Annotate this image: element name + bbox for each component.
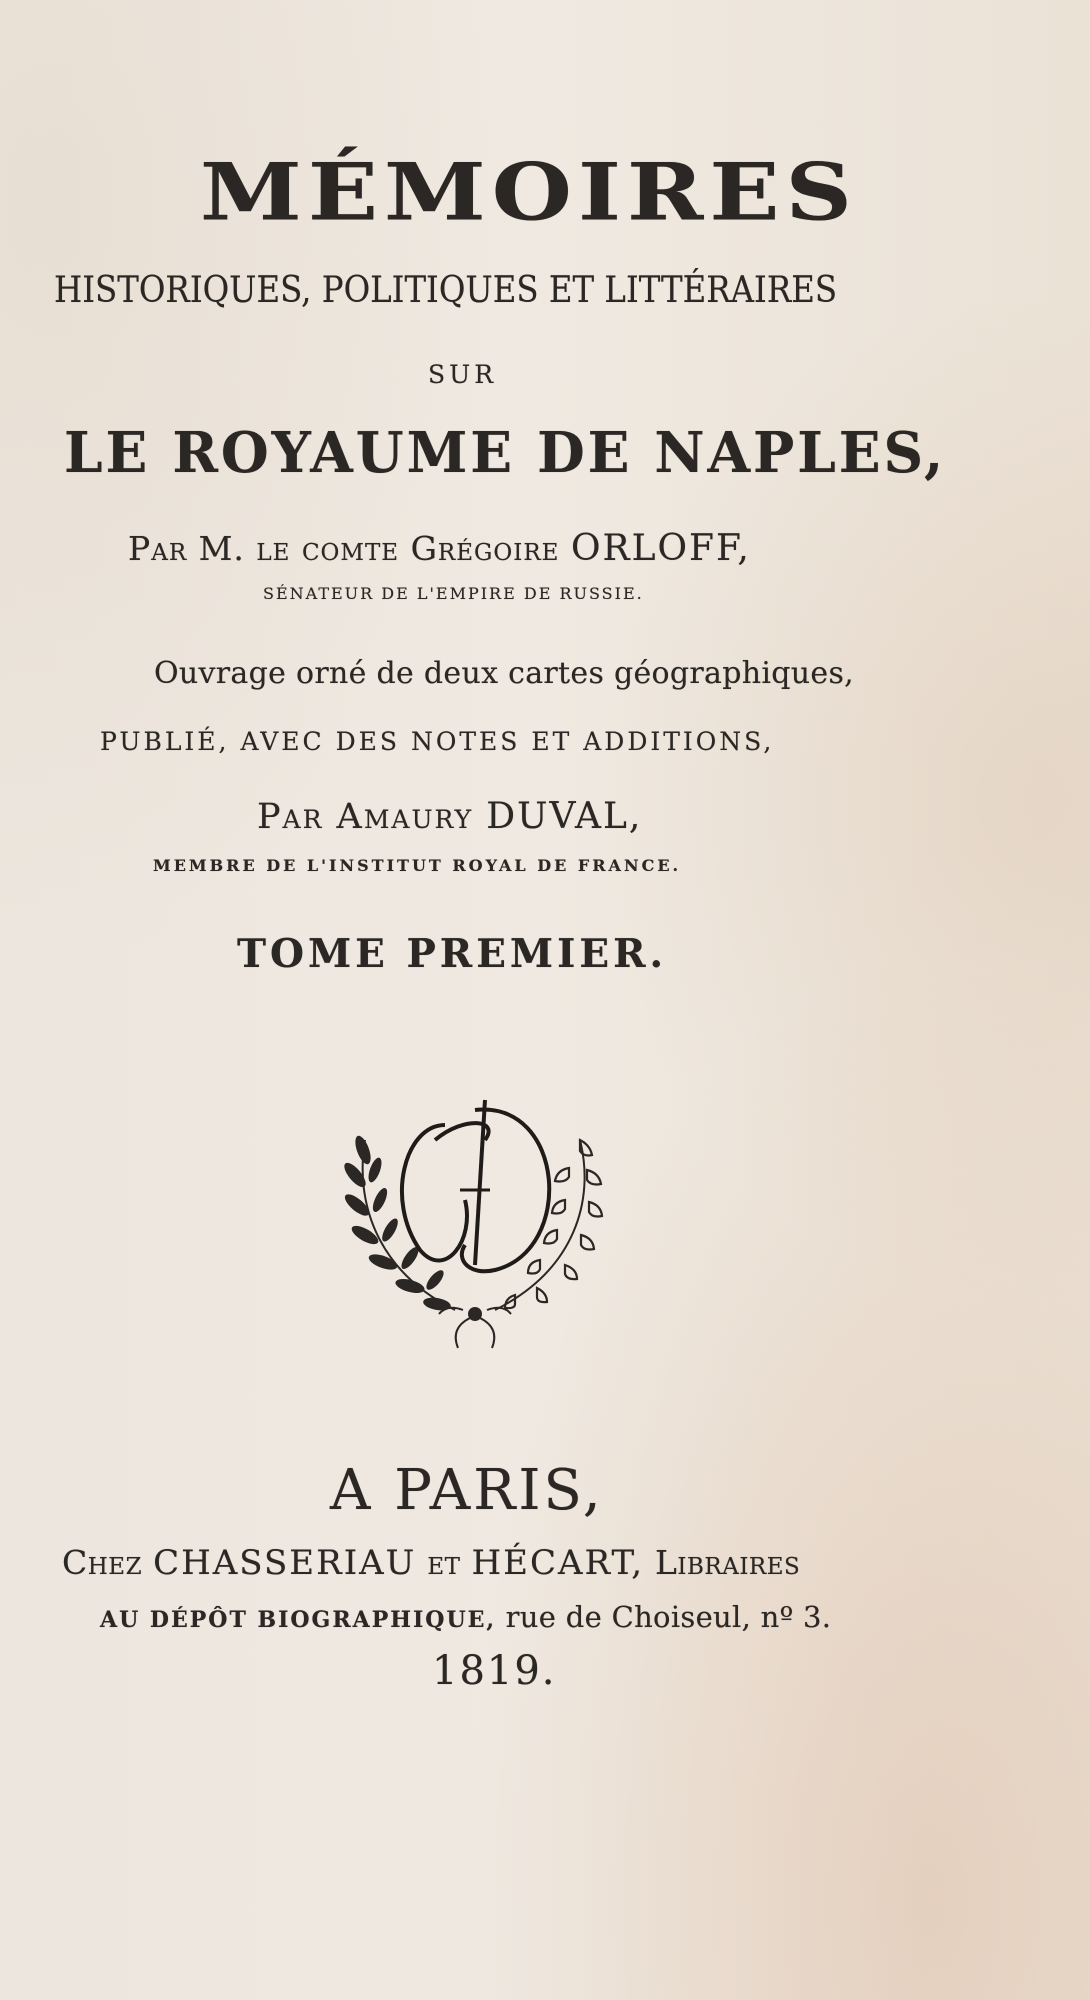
author-name: ORLOFF, bbox=[570, 528, 751, 569]
oak-leaves bbox=[505, 1140, 602, 1308]
kingdom-title: LE ROYAUME DE NAPLES, bbox=[64, 420, 947, 486]
book-title: MÉMOIRES bbox=[200, 145, 858, 239]
publisher-libraires: Libraires bbox=[655, 1543, 801, 1582]
editor-title: MEMBRE DE L'INSTITUT ROYAL DE FRANCE. bbox=[153, 856, 682, 875]
editor-name: DUVAL, bbox=[486, 796, 643, 837]
publie-line: PUBLIÉ, AVEC DES NOTES ET ADDITIONS, bbox=[100, 727, 775, 756]
sur-label: SUR bbox=[428, 360, 498, 389]
editor-prefix: Par Amaury bbox=[257, 797, 474, 837]
publisher-et: et bbox=[427, 1543, 461, 1582]
address-street: rue de Choiseul, nº 3. bbox=[505, 1600, 832, 1634]
address-prefix: AU DÉPÔT BIOGRAPHIQUE, bbox=[100, 1607, 497, 1633]
imprint-city: A PARIS, bbox=[330, 1458, 604, 1523]
publisher-line bbox=[62, 1543, 1090, 1583]
monogram-letters bbox=[402, 1100, 549, 1271]
editor-line bbox=[257, 796, 1090, 837]
author-line bbox=[128, 528, 1090, 569]
book-subtitle: HISTORIQUES, POLITIQUES ET LITTÉRAIRES bbox=[54, 270, 838, 311]
publisher-name-1: CHASSERIAU bbox=[153, 1543, 417, 1583]
address-line bbox=[100, 1600, 1090, 1634]
volume-label: TOME PREMIER. bbox=[237, 931, 668, 977]
author-title: SÉNATEUR DE L'EMPIRE DE RUSSIE. bbox=[263, 584, 644, 603]
laurel-leaves bbox=[341, 1134, 452, 1312]
publisher-name-2: HÉCART, bbox=[471, 1543, 645, 1583]
publisher-chez: Chez bbox=[62, 1543, 143, 1582]
publication-year: 1819. bbox=[432, 1648, 557, 1694]
author-prefix: Par M. le comte Grégoire bbox=[128, 529, 560, 568]
laurel-wreath-monogram-icon bbox=[325, 1080, 625, 1360]
ouvrage-line: Ouvrage orné de deux cartes géographiques, bbox=[154, 656, 854, 691]
